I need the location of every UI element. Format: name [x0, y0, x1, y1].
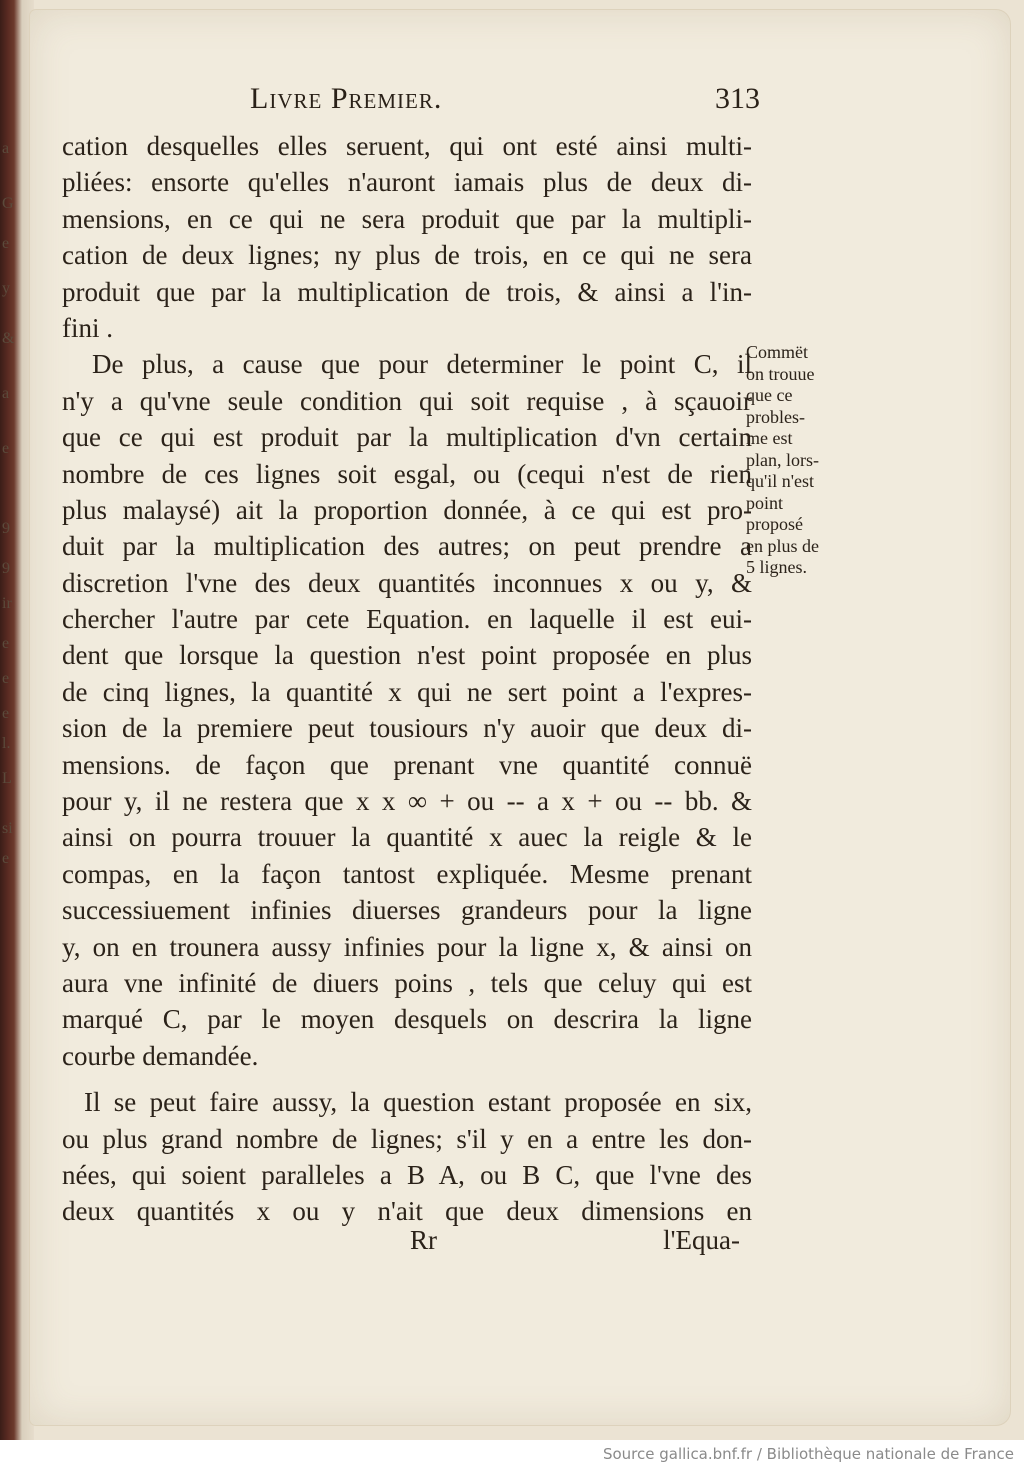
facing-page-fragment: si: [2, 820, 13, 837]
text-line: nées, qui soient paralleles a B A, ou B C, que l'vne des: [62, 1159, 752, 1190]
text-line: Il se peut faire aussy, la question estant proposée en six,: [84, 1087, 752, 1118]
text-line: produit que par la multiplication de trois, & ainsi a l'in-: [62, 276, 752, 307]
margin-note-line: plan, lors-: [746, 449, 819, 470]
text-line: ou plus grand nombre de lignes; s'il y en a entre les don-: [62, 1123, 752, 1154]
text-line: compas, en la façon tantost expliquée. Mesme prenant: [62, 858, 752, 889]
text-line: pliées: ensorte qu'elles n'auront iamais plus de deux di-: [62, 167, 752, 198]
facing-page-fragment: e: [2, 235, 10, 252]
facing-page-fragment: ir: [2, 595, 12, 612]
text-line: deux quantités x ou y n'ait que deux dimensions en: [62, 1196, 752, 1227]
facing-page-fragment: 9: [2, 520, 10, 537]
text-line: pour y, il ne restera que x x ∞ + ou -- a x + ou -- bb. &: [62, 786, 752, 817]
margin-note-line: me est: [746, 428, 793, 448]
text-line: que ce qui est produit par la multiplication d'vn certain: [62, 422, 752, 453]
text-line: duit par la multiplication des autres; on peut prendre a: [62, 531, 752, 562]
running-title: Livre Premier.: [250, 82, 443, 115]
facing-page-fragment: G: [2, 195, 14, 212]
text-line: mensions. de façon que prenant vne quantité connuë: [62, 749, 752, 780]
text-line: fini .: [62, 312, 113, 343]
margin-note-line: 5 lignes.: [746, 557, 807, 577]
facing-page-fragment: e: [2, 705, 10, 722]
margin-note: [746, 342, 846, 579]
text-line: courbe demandée.: [62, 1040, 259, 1071]
text-line: n'y a qu'vne seule condition qui soit requise , à sçauoir: [62, 385, 752, 416]
facing-page-edge: [0, 20, 28, 1420]
text-line: nombre de ces lignes soit esgal, ou (cequi n'est de rien: [62, 458, 752, 489]
facing-page-fragment: &: [2, 330, 15, 347]
text-line: plus malaysé) ait la proportion donnée, à ce qui est pro-: [62, 494, 752, 525]
page-number: 313: [715, 82, 760, 115]
signature-mark: Rr: [410, 1225, 437, 1255]
catchword: l'Equa-: [663, 1225, 740, 1255]
facing-page-fragment: e: [2, 440, 10, 457]
body-text: [62, 128, 752, 1230]
margin-note-line: probles-: [746, 406, 805, 427]
text-line: mensions, en ce qui ne sera produit que par la multipli-: [62, 203, 752, 234]
text-line: y, on en trounera aussy infinies pour la ligne x, & ainsi on: [62, 931, 752, 962]
page-header: [250, 82, 760, 122]
text-line: dent que lorsque la question n'est point proposée en plus: [62, 640, 752, 671]
facing-page-fragment: l.: [2, 735, 11, 752]
margin-note-line: qu'il n'est: [746, 471, 814, 491]
facing-page-fragment: 9: [2, 560, 10, 577]
text-line: marqué C, par le moyen desquels on descrira la ligne: [62, 1004, 752, 1035]
text-line: discretion l'vne des deux quantités inconnues x ou y, &: [62, 567, 752, 598]
margin-note-line: on trouue: [746, 363, 815, 384]
text-line: sion de la premiere peut tousiours n'y auoir que deux di-: [62, 713, 752, 744]
facing-page-fragment: e: [2, 670, 10, 687]
text-line: chercher l'autre par cete Equation. en laquelle il est eui-: [62, 604, 752, 635]
facing-page-fragment: a: [2, 140, 10, 157]
text-line: cation de deux lignes; ny plus de trois, en ce qui ne sera: [62, 240, 752, 271]
margin-note-line: que ce: [746, 385, 793, 405]
text-line: De plus, a cause que pour determiner le point C, il: [92, 349, 752, 380]
facing-page-fragment: e: [2, 635, 10, 652]
facing-page-fragment: a: [2, 385, 10, 402]
margin-note-line: Commët: [746, 342, 808, 362]
catchword-row: [410, 1225, 740, 1261]
text-line: successiuement infinies diuerses grandeurs pour la ligne: [62, 895, 752, 926]
facing-page-fragment: e: [2, 850, 10, 867]
facing-page-fragment: L: [2, 770, 12, 787]
text-line: aura vne infinité de diuers poins , tels que celuy qui est: [62, 967, 752, 998]
margin-note-line: point: [746, 492, 784, 513]
text-line: de cinq lignes, la quantité x qui ne sert point a l'expres-: [62, 676, 752, 707]
footer-bar: [0, 1440, 1024, 1471]
text-line: cation desquelles elles seruent, qui ont esté ainsi multi-: [62, 131, 752, 161]
margin-note-line: proposé: [746, 514, 803, 534]
margin-note-line: en plus de: [746, 535, 819, 556]
source-credit: Source gallica.bnf.fr / Bibliothèque nationale de France: [602, 1445, 1014, 1463]
facing-page-fragment: y: [2, 280, 10, 297]
text-line: ainsi on pourra trouuer la quantité x auec la reigle & le: [62, 822, 752, 853]
